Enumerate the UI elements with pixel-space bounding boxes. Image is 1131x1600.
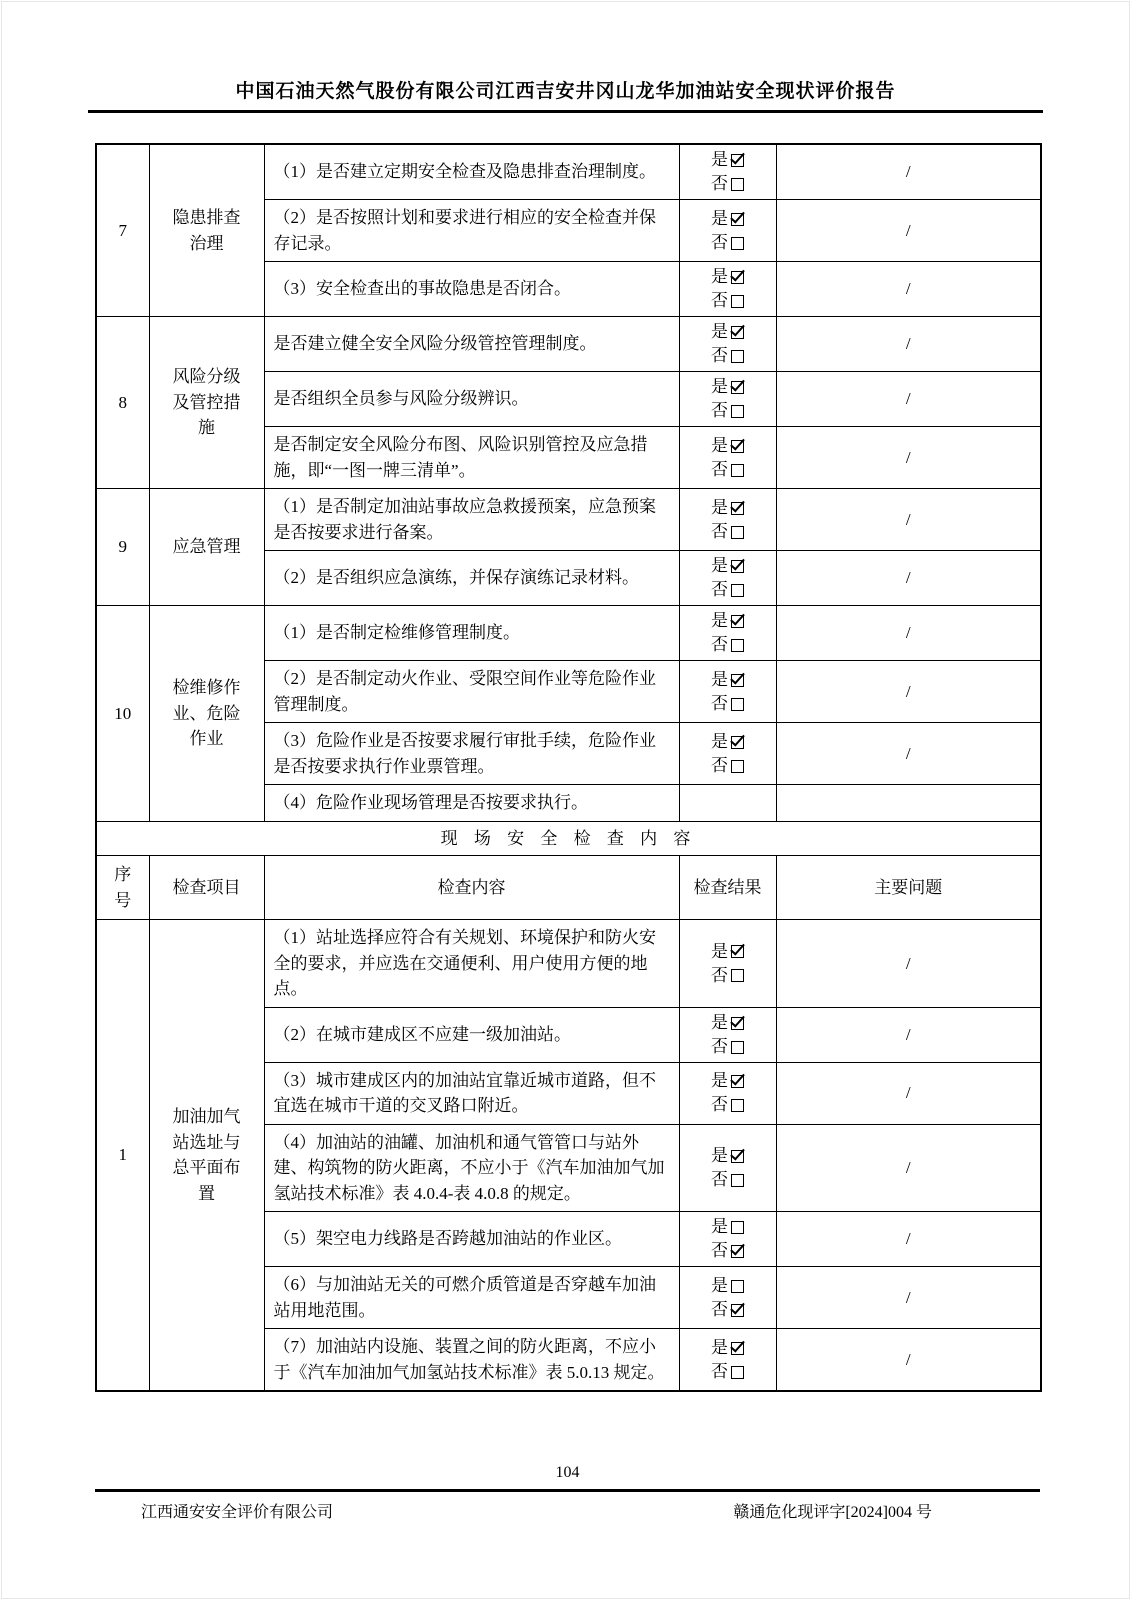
- check-content-cell: （3）安全检查出的事故隐患是否闭合。: [264, 262, 679, 317]
- no-label: 否: [711, 346, 728, 366]
- no-option: [680, 231, 776, 255]
- check-content-cell: （6）与加油站无关的可燃介质管道是否穿越车加油站用地范围。: [264, 1267, 679, 1329]
- no-option: [680, 344, 776, 368]
- serial-number-cell: 7: [96, 144, 149, 317]
- yes-label: 是: [711, 941, 728, 961]
- check-item-cell: 检维修作业、危险作业: [149, 606, 264, 822]
- main-problem-cell: /: [776, 489, 1041, 551]
- yes-option: [680, 668, 776, 692]
- no-label: 否: [711, 580, 728, 600]
- no-checkbox-icon: [731, 1245, 744, 1258]
- yes-label: 是: [711, 377, 728, 397]
- check-result-cell: [679, 200, 776, 262]
- check-content-cell: （1）是否制定检维修管理制度。: [264, 606, 679, 661]
- yes-label: 是: [711, 497, 728, 517]
- check-result-cell: [679, 1062, 776, 1124]
- no-checkbox-icon: [731, 1041, 744, 1054]
- no-checkbox-icon: [731, 1304, 744, 1317]
- check-result-cell: [679, 1329, 776, 1392]
- no-option: [680, 1239, 776, 1263]
- main-problem-cell: /: [776, 144, 1041, 200]
- check-content-cell: （7）加油站内设施、装置之间的防火距离，不应小于《汽车加油加气加氢站技术标准》表 5.0.13 规定。: [264, 1329, 679, 1392]
- no-checkbox-icon: [731, 1174, 744, 1187]
- no-checkbox-icon: [731, 639, 744, 652]
- safety-inspection-table: [95, 143, 1042, 1392]
- yes-checkbox-icon: [731, 736, 744, 749]
- no-checkbox-icon: [731, 237, 744, 250]
- check-item-cell: 风险分级及管控措施: [149, 317, 264, 489]
- check-result-cell: [679, 144, 776, 200]
- yes-option: [680, 148, 776, 172]
- yes-option: [680, 609, 776, 633]
- main-problem-cell: /: [776, 551, 1041, 606]
- main-problem-cell: [776, 785, 1041, 822]
- no-label: 否: [711, 1241, 728, 1261]
- no-label: 否: [711, 521, 728, 541]
- check-content-cell: 是否制定安全风险分布图、风险识别管控及应急措施，即“一图一牌三清单”。: [264, 427, 679, 489]
- table-row: [96, 920, 1041, 1008]
- yes-checkbox-icon: [731, 1017, 744, 1030]
- no-option: [680, 458, 776, 482]
- no-checkbox-icon: [731, 464, 744, 477]
- main-problem-cell: /: [776, 427, 1041, 489]
- column-header-content: 检查内容: [264, 856, 679, 920]
- no-label: 否: [711, 459, 728, 479]
- check-content-cell: 是否建立健全安全风险分级管控管理制度。: [264, 317, 679, 372]
- no-label: 否: [711, 1361, 728, 1381]
- yes-option: [680, 1144, 776, 1168]
- table-row: [96, 317, 1041, 372]
- check-content-cell: （1）是否建立定期安全检查及隐患排查治理制度。: [264, 144, 679, 200]
- check-result-cell: [679, 1007, 776, 1062]
- no-option: [680, 1360, 776, 1384]
- main-problem-cell: /: [776, 372, 1041, 427]
- yes-label: 是: [711, 611, 728, 631]
- yes-label: 是: [711, 435, 728, 455]
- check-item-cell: 应急管理: [149, 489, 264, 606]
- no-label: 否: [711, 635, 728, 655]
- no-label: 否: [711, 401, 728, 421]
- yes-checkbox-icon: [731, 213, 744, 226]
- main-problem-cell: /: [776, 661, 1041, 723]
- check-result-cell: [679, 489, 776, 551]
- main-problem-cell: /: [776, 200, 1041, 262]
- yes-checkbox-icon: [731, 1075, 744, 1088]
- yes-label: 是: [711, 669, 728, 689]
- serial-number-cell: 10: [96, 606, 149, 822]
- table-row: [96, 606, 1041, 661]
- no-option: [680, 578, 776, 602]
- no-checkbox-icon: [731, 1099, 744, 1112]
- no-option: [680, 1035, 776, 1059]
- yes-checkbox-icon: [731, 271, 744, 284]
- header-divider: [88, 110, 1043, 113]
- check-result-cell: [679, 920, 776, 1008]
- check-content-cell: （2）是否组织应急演练，并保存演练记录材料。: [264, 551, 679, 606]
- serial-number-cell: 8: [96, 317, 149, 489]
- no-option: [680, 399, 776, 423]
- yes-option: [680, 1336, 776, 1360]
- check-content-cell: （1）站址选择应符合有关规划、环境保护和防火安全的要求，并应选在交通便利、用户使用方便的地点。: [264, 920, 679, 1008]
- column-header-result: 检查结果: [679, 856, 776, 920]
- no-label: 否: [711, 174, 728, 194]
- yes-label: 是: [711, 1337, 728, 1357]
- check-content-cell: （5）架空电力线路是否跨越加油站的作业区。: [264, 1212, 679, 1267]
- no-label: 否: [711, 232, 728, 252]
- yes-option: [680, 1215, 776, 1239]
- serial-number-cell: 1: [96, 920, 149, 1392]
- main-problem-cell: /: [776, 920, 1041, 1008]
- yes-option: [680, 496, 776, 520]
- check-result-cell: [679, 317, 776, 372]
- yes-checkbox-icon: [731, 1221, 744, 1234]
- yes-option: [680, 207, 776, 231]
- no-label: 否: [711, 1036, 728, 1056]
- check-content-cell: （2）是否制定动火作业、受限空间作业等危险作业管理制度。: [264, 661, 679, 723]
- no-checkbox-icon: [731, 969, 744, 982]
- main-problem-cell: /: [776, 1212, 1041, 1267]
- yes-checkbox-icon: [731, 674, 744, 687]
- yes-option: [680, 554, 776, 578]
- check-content-cell: 是否组织全员参与风险分级辨识。: [264, 372, 679, 427]
- yes-label: 是: [711, 556, 728, 576]
- no-label: 否: [711, 291, 728, 311]
- main-problem-cell: /: [776, 723, 1041, 785]
- yes-option: [680, 434, 776, 458]
- yes-checkbox-icon: [731, 381, 744, 394]
- yes-option: [680, 1069, 776, 1093]
- yes-checkbox-icon: [731, 502, 744, 515]
- yes-label: 是: [711, 1217, 728, 1237]
- yes-label: 是: [711, 150, 728, 170]
- page-title: 中国石油天然气股份有限公司江西吉安井冈山龙华加油站安全现状评价报告: [235, 81, 896, 102]
- check-item-cell: 加油加气站选址与总平面布置: [149, 920, 264, 1392]
- yes-checkbox-icon: [731, 560, 744, 573]
- main-problem-cell: /: [776, 317, 1041, 372]
- yes-checkbox-icon: [731, 154, 744, 167]
- column-header-problem: 主要问题: [776, 856, 1041, 920]
- yes-label: 是: [711, 731, 728, 751]
- main-problem-cell: /: [776, 1329, 1041, 1392]
- check-content-cell: （4）危险作业现场管理是否按要求执行。: [264, 785, 679, 822]
- check-content-cell: （2）是否按照计划和要求进行相应的安全检查并保存记录。: [264, 200, 679, 262]
- no-option: [680, 289, 776, 313]
- no-label: 否: [711, 1170, 728, 1189]
- yes-checkbox-icon: [731, 615, 744, 628]
- main-problem-cell: /: [776, 1007, 1041, 1062]
- check-content-cell: （3）城市建成区内的加油站宜靠近城市道路，但不宜选在城市干道的交叉路口附近。: [264, 1062, 679, 1124]
- no-option: [680, 754, 776, 778]
- no-checkbox-icon: [731, 350, 744, 363]
- yes-label: 是: [711, 1146, 728, 1165]
- table-row: [96, 144, 1041, 200]
- yes-option: [680, 730, 776, 754]
- yes-option: [680, 1011, 776, 1035]
- yes-label: 是: [711, 1012, 728, 1032]
- no-checkbox-icon: [731, 698, 744, 711]
- no-option: [680, 1168, 776, 1192]
- yes-label: 是: [711, 322, 728, 342]
- no-checkbox-icon: [731, 178, 744, 191]
- no-checkbox-icon: [731, 584, 744, 597]
- check-content-cell: （2）在城市建成区不应建一级加油站。: [264, 1007, 679, 1062]
- check-result-cell: [679, 1124, 776, 1212]
- no-checkbox-icon: [731, 1366, 744, 1379]
- no-option: [680, 963, 776, 987]
- no-checkbox-icon: [731, 295, 744, 308]
- table-row: [96, 489, 1041, 551]
- yes-label: 是: [711, 1275, 728, 1295]
- no-option: [680, 520, 776, 544]
- no-option: [680, 172, 776, 196]
- no-option: [680, 692, 776, 716]
- check-result-cell: [679, 551, 776, 606]
- yes-checkbox-icon: [731, 1150, 744, 1163]
- yes-checkbox-icon: [731, 1342, 744, 1355]
- column-header-item: 检查项目: [149, 856, 264, 920]
- table-row: [96, 821, 1041, 856]
- footer-company: 江西通安安全评价有限公司: [141, 1504, 334, 1521]
- yes-option: [680, 939, 776, 963]
- no-label: 否: [711, 1299, 728, 1319]
- check-content-cell: （3）危险作业是否按要求履行审批手续，危险作业是否按要求执行作业票管理。: [264, 723, 679, 785]
- yes-checkbox-icon: [731, 326, 744, 339]
- main-problem-cell: /: [776, 1124, 1041, 1212]
- footer-doc-number: 赣通危化现评字[2024]004 号: [733, 1504, 932, 1521]
- yes-checkbox-icon: [731, 440, 744, 453]
- serial-number-cell: 9: [96, 489, 149, 606]
- table-header-row: [96, 856, 1041, 920]
- check-result-cell: [679, 606, 776, 661]
- check-result-cell: [679, 661, 776, 723]
- check-content-cell: （1）是否制定加油站事故应急救援预案，应急预案是否按要求进行备案。: [264, 489, 679, 551]
- no-option: [680, 1298, 776, 1322]
- no-label: 否: [711, 965, 728, 985]
- page-number: 104: [555, 1464, 580, 1481]
- main-problem-cell: /: [776, 1267, 1041, 1329]
- no-label: 否: [711, 755, 728, 775]
- yes-option: [680, 265, 776, 289]
- check-result-cell-empty: [679, 785, 776, 822]
- check-content-cell: （4）加油站的油罐、加油机和通气管管口与站外建、构筑物的防火距离，不应小于《汽车加油加气加氢站技术标准》表 4.0.4-表 4.0.8 的规定。: [264, 1124, 679, 1212]
- yes-option: [680, 1274, 776, 1298]
- check-result-cell: [679, 262, 776, 317]
- no-label: 否: [711, 1095, 728, 1115]
- main-problem-cell: /: [776, 262, 1041, 317]
- yes-checkbox-icon: [731, 945, 744, 958]
- check-result-cell: [679, 1212, 776, 1267]
- no-label: 否: [711, 693, 728, 713]
- no-option: [680, 1093, 776, 1117]
- yes-label: 是: [711, 267, 728, 287]
- check-item-cell: 隐患排查治理: [149, 144, 264, 317]
- no-checkbox-icon: [731, 405, 744, 418]
- section-title: 现 场 安 全 检 查 内 容: [96, 821, 1041, 856]
- check-result-cell: [679, 427, 776, 489]
- page-footer: [95, 1464, 1040, 1522]
- yes-option: [680, 375, 776, 399]
- main-problem-cell: /: [776, 1062, 1041, 1124]
- check-result-cell: [679, 1267, 776, 1329]
- column-header-no: 序号: [96, 856, 149, 920]
- no-checkbox-icon: [731, 526, 744, 539]
- yes-label: 是: [711, 208, 728, 228]
- no-option: [680, 633, 776, 657]
- yes-label: 是: [711, 1071, 728, 1091]
- yes-checkbox-icon: [731, 1280, 744, 1293]
- check-result-cell: [679, 372, 776, 427]
- main-problem-cell: /: [776, 606, 1041, 661]
- check-result-cell: [679, 723, 776, 785]
- no-checkbox-icon: [731, 760, 744, 773]
- yes-option: [680, 320, 776, 344]
